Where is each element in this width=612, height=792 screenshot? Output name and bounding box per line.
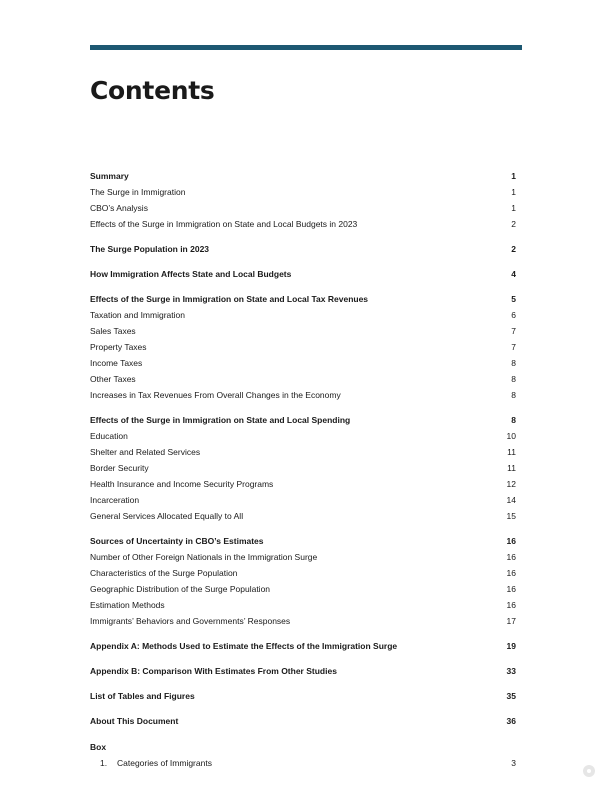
toc-entry-label: How Immigration Affects State and Local Budgets	[90, 269, 292, 279]
toc-entry[interactable]	[90, 308, 516, 322]
toc-entry-page: 14	[506, 495, 516, 505]
box-entry-label: Categories of Immigrants	[117, 758, 212, 768]
toc-entry-label: Geographic Distribution of the Surge Population	[90, 584, 271, 594]
toc-entry-page: 1	[511, 187, 516, 197]
toc-entry-label: Number of Other Foreign Nationals in the Immigration Surge	[90, 552, 318, 562]
toc-entry-label: Immigrants’ Behaviors and Governments’ Responses	[90, 616, 291, 626]
box-entry[interactable]	[90, 756, 516, 770]
toc-entry-page: 16	[506, 584, 516, 594]
toc-entry-label: General Services Allocated Equally to All	[90, 511, 244, 521]
toc-entry-label: Shelter and Related Services	[90, 447, 201, 457]
toc-entry[interactable]	[90, 372, 516, 386]
toc-entry-page: 16	[506, 552, 516, 562]
toc-entry[interactable]	[90, 356, 516, 370]
page-corner-icon	[583, 765, 595, 777]
box-heading-label: Box	[90, 742, 107, 752]
toc-entry[interactable]	[90, 292, 516, 306]
toc-entry-label: Effects of the Surge in Immigration on State and Local Budgets in 2023	[90, 219, 358, 229]
toc-entry-label: Appendix B: Comparison With Estimates From Other Studies	[90, 666, 337, 676]
toc-entry-page: 4	[511, 269, 516, 279]
toc-entry[interactable]	[90, 614, 516, 628]
top-accent-rule	[90, 45, 522, 50]
toc-entry-page: 15	[506, 511, 516, 521]
toc-entry-label: About This Document	[90, 716, 179, 726]
toc-entry-label: Effects of the Surge in Immigration on State and Local Spending	[90, 415, 351, 425]
toc-entry-label: CBO’s Analysis	[90, 203, 148, 213]
toc-entry-page: 33	[506, 666, 516, 676]
toc-entry[interactable]	[90, 550, 516, 564]
toc-entry[interactable]	[90, 534, 516, 548]
toc-entry-label: Appendix A: Methods Used to Estimate the Effects of the Immigration Surge	[90, 641, 398, 651]
toc-entry-label: Property Taxes	[90, 342, 147, 352]
toc-entry-page: 8	[511, 390, 516, 400]
toc-entry-page: 12	[506, 479, 516, 489]
toc-entry-page: 16	[506, 568, 516, 578]
toc-entry[interactable]	[90, 388, 516, 402]
toc-entry-page: 5	[511, 294, 516, 304]
toc-entry-label: Effects of the Surge in Immigration on State and Local Tax Revenues	[90, 294, 369, 304]
toc-entry[interactable]	[90, 267, 516, 281]
box-entry-page: 3	[511, 758, 516, 768]
toc-entry-page: 16	[506, 536, 516, 546]
toc-entry-label: Summary	[90, 171, 129, 181]
toc-entry-label: Incarceration	[90, 495, 140, 505]
toc-entry[interactable]	[90, 185, 516, 199]
toc-entry-label: Increases in Tax Revenues From Overall Changes in the Economy	[90, 390, 341, 400]
toc-entry-label: Estimation Methods	[90, 600, 165, 610]
toc-entry-page: 8	[511, 374, 516, 384]
toc-entry-page: 16	[506, 600, 516, 610]
toc-entry[interactable]	[90, 461, 516, 475]
toc-entry[interactable]	[90, 217, 516, 231]
toc-entry-label: The Surge Population in 2023	[90, 244, 210, 254]
toc-entry[interactable]	[90, 477, 516, 491]
toc-entry[interactable]	[90, 445, 516, 459]
toc-entry[interactable]	[90, 169, 516, 183]
toc-entry-page: 1	[511, 171, 516, 181]
toc-entry-page: 7	[511, 342, 516, 352]
toc-entry-page: 7	[511, 326, 516, 336]
toc-entry[interactable]	[90, 664, 516, 678]
toc-entry-label: The Surge in Immigration	[90, 187, 186, 197]
toc-entry-label: Sources of Uncertainty in CBO’s Estimates	[90, 536, 264, 546]
toc-entry-page: 35	[506, 691, 516, 701]
box-entry-number: 1.	[100, 758, 108, 768]
toc-entry[interactable]	[90, 493, 516, 507]
toc-entry-page: 36	[506, 716, 516, 726]
toc-entry-page: 6	[511, 310, 516, 320]
toc-entry-page: 8	[511, 415, 516, 425]
toc-entry-label: Characteristics of the Surge Population	[90, 568, 238, 578]
toc-entry[interactable]	[90, 413, 516, 427]
toc-entry-page: 17	[506, 616, 516, 626]
toc-entry-page: 11	[507, 447, 516, 457]
toc-entry[interactable]	[90, 566, 516, 580]
box-heading	[90, 740, 516, 754]
toc-entry-page: 8	[511, 358, 516, 368]
toc-entry-page: 11	[507, 463, 516, 473]
toc-entry-label: Other Taxes	[90, 374, 136, 384]
toc-entry-page: 19	[506, 641, 516, 651]
toc-entry[interactable]	[90, 509, 516, 523]
toc-entry[interactable]	[90, 429, 516, 443]
page-title: Contents	[90, 76, 215, 105]
toc-entry[interactable]	[90, 201, 516, 215]
toc-entry-label: Education	[90, 431, 128, 441]
toc-entry[interactable]	[90, 582, 516, 596]
toc-entry-page: 2	[511, 244, 516, 254]
toc-entry[interactable]	[90, 598, 516, 612]
toc-entry-page: 1	[511, 203, 516, 213]
toc-entry[interactable]	[90, 242, 516, 256]
toc-entry-page: 2	[511, 219, 516, 229]
toc-entry-label: Taxation and Immigration	[90, 310, 185, 320]
toc-entry[interactable]	[90, 639, 516, 653]
toc-entry-label: Sales Taxes	[90, 326, 136, 336]
toc-entry[interactable]	[90, 689, 516, 703]
toc-entry[interactable]	[90, 714, 516, 728]
toc-entry-label: Income Taxes	[90, 358, 143, 368]
toc-entry-label: Border Security	[90, 463, 149, 473]
toc-entry[interactable]	[90, 324, 516, 338]
toc-entry[interactable]	[90, 340, 516, 354]
toc-entry-label: Health Insurance and Income Security Programs	[90, 479, 274, 489]
toc-entry-label: List of Tables and Figures	[90, 691, 195, 701]
toc-entry-page: 10	[506, 431, 516, 441]
